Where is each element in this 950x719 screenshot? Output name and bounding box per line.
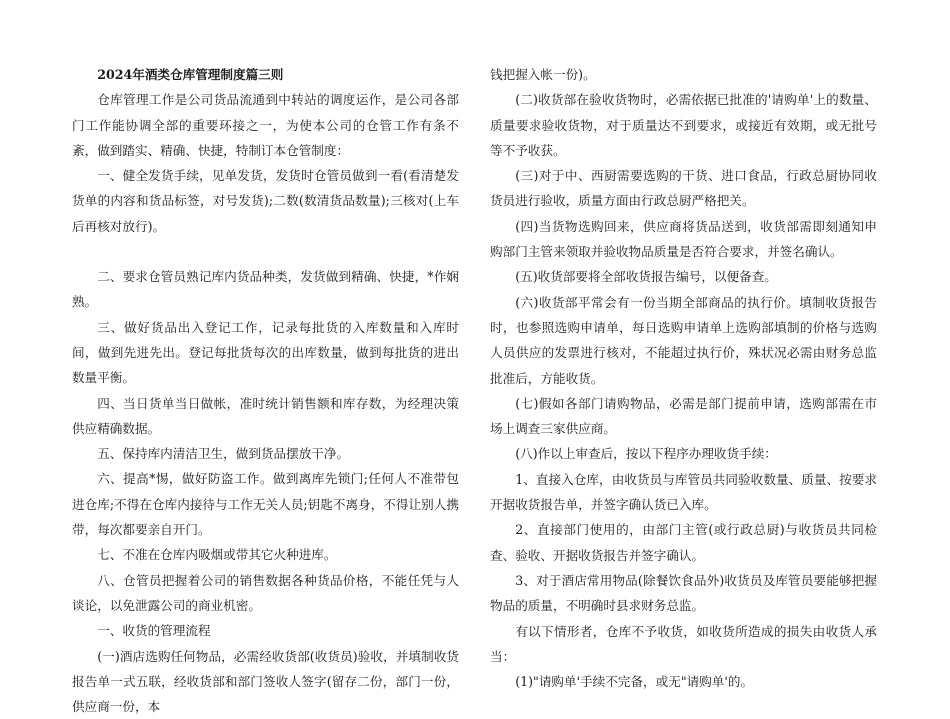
paragraph-receiving-4: (四)当货物选购回来，供应商将货品送到，收货部需即刻通知申购部门主管来领取并验收物品质量是否符合要求，并签名确认。 — [490, 218, 877, 260]
section-heading-receiving: 一、收货的管理流程 — [97, 623, 211, 639]
procedure-step-1: 1、直接入仓库，由收货员与库管员共同验收数量、质量、按要求开据收货报告单，并签字确认货已入库。 — [490, 471, 877, 513]
paragraph-rule-4: 四、当日货单当日做帐，准时统计销售额和库存数，为经理决策供应精确数据。 — [72, 395, 459, 436]
paragraph-rejection-intro: 有以下情形者，仓库不予收货，如收货所造成的损失由收货人承当： — [490, 623, 877, 664]
paragraph-intro: 仓库管理工作是公司货品流通到中转站的调度运作，是公司各部门工作能协调全部的重要环接之一，为使本公司的仓管工作有条不紊，做到踏实、精确、快捷，特制订本仓管制度： — [72, 92, 459, 158]
paragraph-rule-7: 七、不准在仓库内吸烟或带其它火种进库。 — [97, 547, 337, 563]
paragraph-rule-6: 六、提高*惕，做好防盗工作。做到离库先锁门;任何人不准带包进仓库;不得在仓库内接待与工作无关人员;钥匙不离身，不得让别人携带，每次都要亲自开门。 — [72, 471, 459, 538]
paragraph-rule-1: 一、健全发货手续，见单发货，发货时仓管员做到一看(看清楚发货单的内容和货品标签，对号发货);二数(数清货品数量);三核对(上车后再核对放行)。 — [72, 168, 459, 234]
document-title: 2024年酒类仓库管理制度篇三则 — [97, 67, 284, 82]
rejection-case-1: (1)"请购单'手续不完备，或无"请购单'的。 — [515, 674, 754, 690]
paragraph-receiving-6: (六)收货部平常会有一份当期全部商品的执行价。填制收货报告时，也参照选购申请单，每日选购申请单上选购部填制的价格与选购人员供应的发票进行核对，不能超过执行价，殊状况必需由财务总监批准后，方能收货。 — [490, 294, 877, 386]
paragraph-receiving-2: (二)收货部在验收货物时，必需依据已批准的'请购单'上的数量、质量要求验收货物，对于质量达不到要求，或接近有效期，或无批号等不予收获。 — [490, 92, 877, 158]
paragraph-continuation: 钱把握入帐一份)。 — [490, 67, 596, 82]
paragraph-receiving-8: (八)作以上审查后，按以下程序办理收货手续： — [515, 446, 777, 462]
paragraph-rule-3: 三、做好货品出入登记工作，记录每批货的入库数量和入库时间，做到先进先出。登记每批货每次的出库数量，做到每批货的进出数量平衡。 — [72, 319, 459, 386]
paragraph-rule-8: 八、仓管员把握着公司的销售数据各种货品价格，不能任凭与人谈论，以免泄露公司的商业机密。 — [72, 572, 459, 613]
left-column — [72, 62, 459, 719]
paragraph-rule-5: 五、保持库内清洁卫生，做到货品摆放干净。 — [97, 446, 350, 462]
paragraph-receiving-5: (五)收货部要将全部收货报告编号，以便备查。 — [515, 269, 777, 285]
procedure-step-2: 2、直接部门使用的，由部门主管(或行政总厨)与收货员共同检查、验收、开据收货报告并签字确认。 — [490, 522, 877, 563]
paragraph-receiving-3: (三)对于中、西厨需要选购的干货、进口食品，行政总厨协同收货员进行验收，质量方面由行政总厨严格把关。 — [490, 168, 877, 209]
procedure-step-3: 3、对于酒店常用物品(除餐饮食品外)收货员及库管员要能够把握物品的质量，不明确时县求财务总监。 — [490, 572, 877, 614]
paragraph-receiving-1: (一)酒店选购任何物品，必需经收货部(收货员)验收，并填制收货报告单一式五联，经收货部和部门签收人签字(留存二份，部门一份，供应商一份，本 — [72, 648, 459, 715]
right-column — [490, 62, 877, 694]
paragraph-rule-2: 二、要求仓管员熟记库内货品种类，发货做到精确、快捷，*作娴熟。 — [72, 269, 459, 310]
paragraph-receiving-7: (七)假如各部门请购物品，必需是部门提前申请，选购部需在市场上调查三家供应商。 — [490, 395, 877, 437]
